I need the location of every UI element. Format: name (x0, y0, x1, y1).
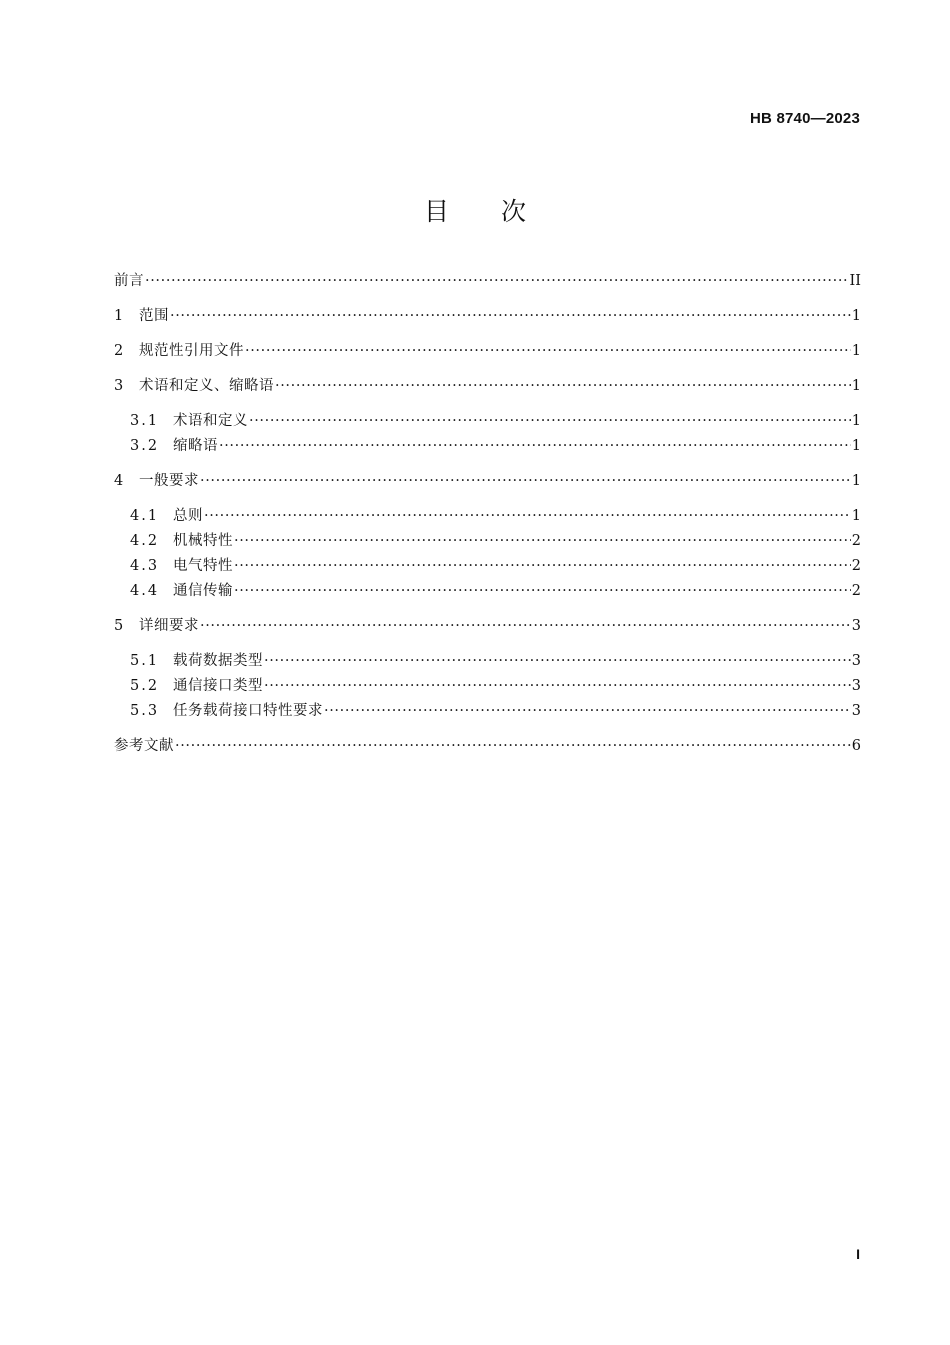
toc-entry-number: 3 (114, 378, 124, 394)
toc-entry-3[interactable] (114, 377, 861, 395)
toc-entry-number: 3.2 (130, 438, 160, 454)
toc-entry-text: 术语和定义、缩略语 (139, 378, 274, 394)
toc-entry-2[interactable] (114, 342, 861, 360)
toc-entry-text: 电气特性 (173, 558, 233, 574)
toc-entry-text: 参考文献 (114, 738, 174, 754)
toc-entry-page: II (849, 273, 861, 289)
table-of-contents (114, 272, 861, 755)
toc-entry-text: 任务载荷接口特性要求 (173, 703, 323, 719)
toc-entry-number: 4 (114, 473, 124, 489)
toc-entry-4-1[interactable] (114, 507, 861, 525)
toc-entry-text: 详细要求 (139, 618, 199, 634)
toc-leader-dots (234, 557, 851, 575)
toc-entry-3-2[interactable] (114, 437, 861, 455)
toc-leader-dots (264, 652, 851, 670)
toc-leader-dots (234, 582, 851, 600)
toc-entry-4-3[interactable] (114, 557, 861, 575)
toc-entry-page: 1 (851, 308, 861, 324)
toc-entry-text: 缩略语 (173, 438, 218, 454)
toc-leader-dots (234, 532, 851, 550)
toc-leader-dots (245, 342, 851, 360)
toc-entry-foreword[interactable] (114, 272, 861, 290)
toc-entry-number: 5.3 (130, 703, 160, 719)
toc-entry-4-2[interactable] (114, 532, 861, 550)
toc-entry-3-1[interactable] (114, 412, 861, 430)
toc-entry-page: 1 (851, 343, 861, 359)
toc-entry-1[interactable] (114, 307, 861, 325)
toc-entry-number: 5.2 (130, 678, 160, 694)
toc-entry-page: 6 (851, 738, 861, 754)
toc-entry-page: 1 (851, 508, 861, 524)
toc-entry-page: 1 (851, 438, 861, 454)
toc-entry-page: 3 (851, 703, 861, 719)
toc-entry-text: 总则 (173, 508, 203, 524)
toc-entry-number: 4.4 (130, 583, 160, 599)
toc-entry-page: 3 (851, 678, 861, 694)
toc-entry-number: 5 (114, 618, 124, 634)
toc-entry-bibliography[interactable] (114, 737, 861, 755)
toc-entry-text: 一般要求 (139, 473, 199, 489)
page-number: I (856, 1246, 860, 1262)
toc-entry-5-2[interactable] (114, 677, 861, 695)
toc-entry-number: 1 (114, 308, 124, 324)
toc-leader-dots (175, 737, 851, 755)
toc-entry-number: 2 (114, 343, 124, 359)
toc-entry-text: 载荷数据类型 (173, 653, 263, 669)
toc-leader-dots (275, 377, 851, 395)
page-title: 目次 (423, 197, 578, 226)
toc-entry-page: 3 (851, 653, 861, 669)
toc-entry-text: 机械特性 (173, 533, 233, 549)
toc-leader-dots (200, 617, 851, 635)
toc-entry-text: 规范性引用文件 (139, 343, 244, 359)
toc-entry-number: 4.1 (130, 508, 160, 524)
toc-entry-number: 4.3 (130, 558, 160, 574)
toc-leader-dots (249, 412, 851, 430)
toc-leader-dots (145, 272, 849, 290)
toc-entry-5[interactable] (114, 617, 861, 635)
toc-entry-number: 3.1 (130, 413, 160, 429)
toc-entry-number: 5.1 (130, 653, 160, 669)
toc-entry-5-3[interactable] (114, 702, 861, 720)
toc-entry-4-4[interactable] (114, 582, 861, 600)
toc-leader-dots (219, 437, 851, 455)
toc-entry-number: 4.2 (130, 533, 160, 549)
toc-entry-page: 1 (851, 413, 861, 429)
toc-leader-dots (264, 677, 851, 695)
toc-entry-5-1[interactable] (114, 652, 861, 670)
toc-entry-text: 前言 (114, 273, 144, 289)
toc-entry-page: 3 (851, 618, 861, 634)
toc-entry-text: 术语和定义 (173, 413, 248, 429)
toc-entry-text: 通信传输 (173, 583, 233, 599)
toc-entry-4[interactable] (114, 472, 861, 490)
toc-entry-page: 2 (851, 583, 861, 599)
toc-entry-page: 1 (851, 473, 861, 489)
toc-entry-text: 通信接口类型 (173, 678, 263, 694)
toc-entry-page: 1 (851, 378, 861, 394)
toc-leader-dots (324, 702, 851, 720)
toc-entry-page: 2 (851, 558, 861, 574)
toc-entry-page: 2 (851, 533, 861, 549)
toc-entry-text: 范围 (139, 308, 169, 324)
toc-leader-dots (204, 507, 851, 525)
toc-leader-dots (170, 307, 851, 325)
standard-code: HB 8740—2023 (750, 110, 860, 127)
toc-leader-dots (200, 472, 851, 490)
